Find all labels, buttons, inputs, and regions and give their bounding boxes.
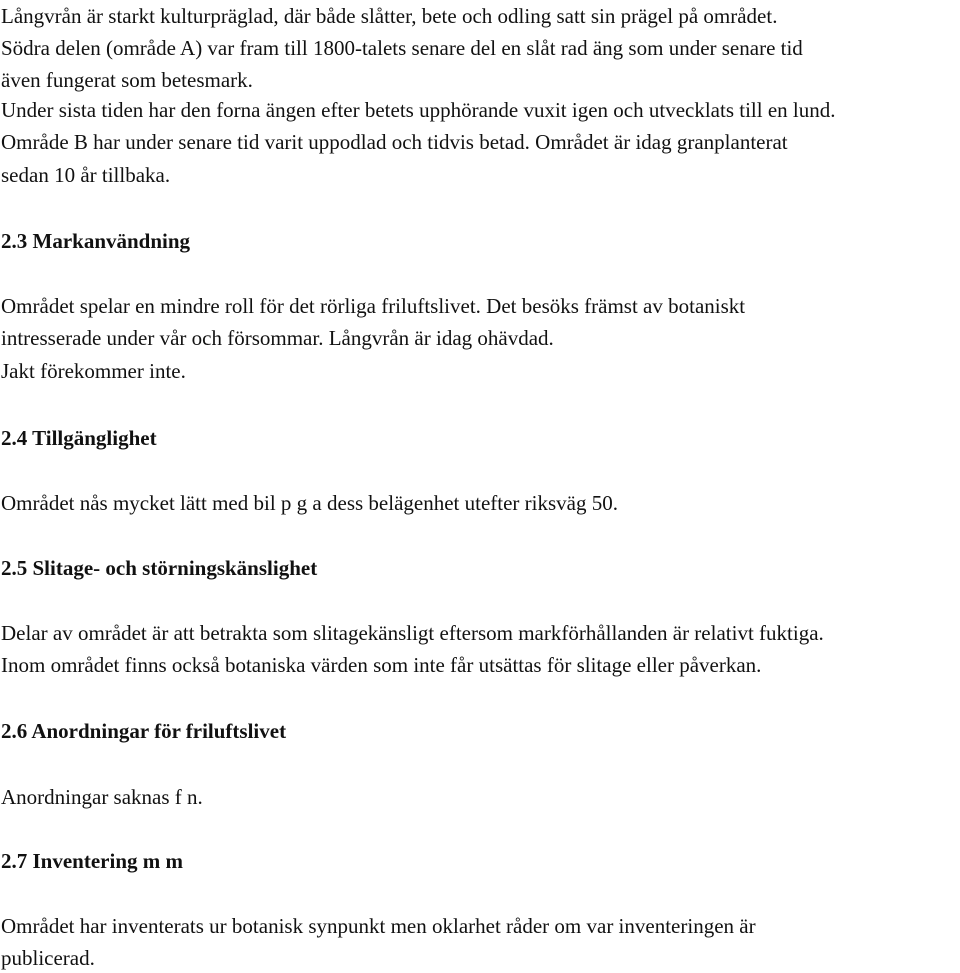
intro-line: Långvrån är starkt kulturpräglad, där både slåtter, bete och odling satt sin prägel på området. [1, 4, 778, 28]
section-line: Jakt förekommer inte. [1, 359, 186, 383]
section-line: intresserade under vår och försommar. Långvrån är idag ohävdad. [1, 326, 554, 350]
section-line: Anordningar saknas f n. [1, 785, 203, 809]
section-line: Området spelar en mindre roll för det rörliga friluftslivet. Det besöks främst av botaniskt [1, 294, 746, 318]
intro-line: Under sista tiden har den forna ängen efter betets upphörande vuxit igen och utvecklats till en lund. [1, 98, 836, 122]
section-heading: 2.5 Slitage- och störningskänslighet [1, 556, 318, 580]
intro-line: sedan 10 år tillbaka. [1, 163, 171, 187]
intro-line: Område B har under senare tid varit uppodlad och tidvis betad. Området är idag granplanterat [1, 130, 788, 154]
section-line: Delar av området är att betrakta som slitagekänsligt eftersom markförhållanden är relativt fuktiga. [1, 621, 824, 645]
section-line: Området har inventerats ur botanisk synpunkt men oklarhet råder om var inventeringen är [1, 914, 756, 938]
section-line: Inom området finns också botaniska värden som inte får utsättas för slitage eller påverkan. [1, 653, 762, 677]
section-line: publicerad. [1, 946, 95, 970]
section-heading: 2.7 Inventering m m [1, 849, 183, 873]
section-heading: 2.6 Anordningar för friluftslivet [1, 719, 287, 743]
section-line: Området nås mycket lätt med bil p g a dess belägenhet utefter riksväg 50. [1, 491, 618, 515]
intro-line: Södra delen (område A) var fram till 1800-talets senare del en slåt rad äng som under senare tid [1, 36, 803, 60]
section-heading: 2.3 Markanvändning [1, 229, 191, 253]
section-heading: 2.4 Tillgänglighet [1, 426, 157, 450]
intro-line: även fungerat som betesmark. [1, 68, 253, 92]
